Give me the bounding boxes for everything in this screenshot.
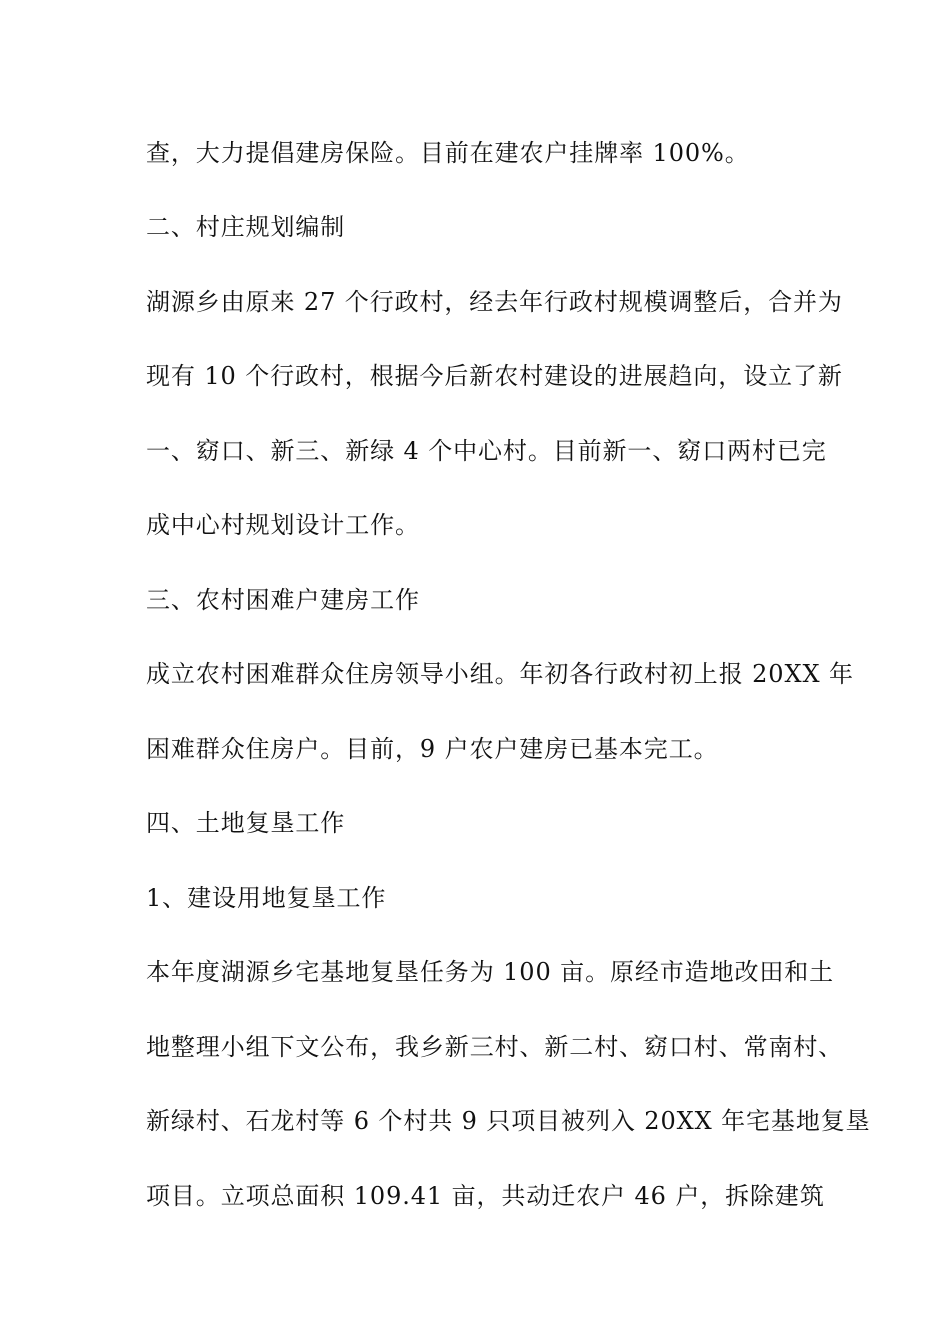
paragraph-line: 现有 10 个行政村，根据今后新农村建设的进展趋向，设立了新 [146,362,843,390]
paragraph-line: 一、窈口、新三、新绿 4 个中心村。目前新一、窈口两村已完 [146,437,827,465]
paragraph-line: 地整理小组下文公布，我乡新三村、新二村、窈口村、常南村、 [146,1033,844,1061]
paragraph-line: 新绿村、石龙村等 6 个村共 9 只项目被列入 20XX 年宅基地复垦 [146,1107,871,1135]
paragraph-line: 成中心村规划设计工作。 [146,511,420,539]
section-heading-land-reclamation: 四、土地复垦工作 [146,809,346,837]
paragraph-line: 成立农村困难群众住房领导小组。年初各行政村初上报 20XX 年 [146,660,854,688]
paragraph-line: 项目。立项总面积 109.41 亩，共动迁农户 46 户，拆除建筑 [146,1182,825,1210]
paragraph-line: 查，大力提倡建房保险。目前在建农户挂牌率 100%。 [146,139,750,167]
paragraph-line: 湖源乡由原来 27 个行政村，经去年行政村规模调整后，合并为 [146,288,843,316]
section-heading-poor-households-housing: 三、农村困难户建房工作 [146,586,420,614]
paragraph-line: 困难群众住房户。目前，9 户农户建房已基本完工。 [146,735,719,763]
subsection-heading-construction-land: 1、建设用地复垦工作 [146,884,387,912]
section-heading-village-planning: 二、村庄规划编制 [146,213,346,241]
paragraph-line: 本年度湖源乡宅基地复垦任务为 100 亩。原经市造地改田和土 [146,958,835,986]
